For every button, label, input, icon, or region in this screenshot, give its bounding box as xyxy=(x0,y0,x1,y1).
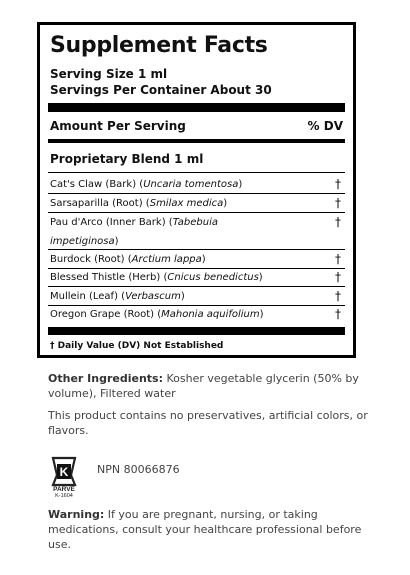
preservatives-note: This product contains no preservatives, artificial colors, or flavors. xyxy=(48,409,368,437)
serving-size: Serving Size 1 ml xyxy=(50,67,168,81)
ingredient-row xyxy=(50,268,345,287)
dagger-mark: † xyxy=(335,177,341,191)
dagger-mark: † xyxy=(335,215,341,229)
blend-label: Proprietary Blend 1 ml xyxy=(50,152,204,166)
footnote: † Daily Value (DV) Not Established xyxy=(50,341,224,351)
dagger-mark: † xyxy=(335,252,341,266)
ingredient-name: Pau d'Arco (Inner Bark) (Tabebuia impetiginosa) xyxy=(50,217,218,247)
ingredient-name: Burdock (Root) (Arctium lappa) xyxy=(50,254,206,265)
ingredient-name: Blessed Thistle (Herb) (Cnicus benedictus) xyxy=(50,272,263,283)
kosher-logo xyxy=(48,455,80,497)
dagger-mark: † xyxy=(335,270,341,284)
ingredient-name: Cat's Claw (Bark) (Uncaria tomentosa) xyxy=(50,179,243,190)
warning xyxy=(48,507,368,552)
panel-title: Supplement Facts xyxy=(50,33,268,58)
ingredient-row xyxy=(50,250,345,269)
other-ingredients-text: Kosher vegetable glycerin (50% by volume), Filtered water xyxy=(48,372,359,400)
ingredient-name: Mullein (Leaf) (Verbascum) xyxy=(50,291,185,302)
npn-number: NPN 80066876 xyxy=(97,463,180,476)
kosher-word: PARVE xyxy=(53,486,75,493)
other-ingredients xyxy=(48,371,368,401)
ingredient-row xyxy=(50,305,345,324)
divider xyxy=(48,172,345,173)
medium-divider xyxy=(48,139,345,143)
warning-text: If you are pregnant, nursing, or taking medications, consult your healthcare professional before use. xyxy=(48,508,362,551)
dagger-mark: † xyxy=(335,196,341,210)
dv-header: % DV xyxy=(307,119,343,133)
dagger-mark: † xyxy=(335,307,341,321)
warning-label: Warning: xyxy=(48,508,105,521)
supplement-facts-panel xyxy=(37,22,356,358)
thick-divider xyxy=(48,103,345,112)
dagger-mark: † xyxy=(335,289,341,303)
ingredient-row xyxy=(50,287,345,306)
amount-per-serving-label: Amount Per Serving xyxy=(50,119,186,133)
kosher-letter: K xyxy=(59,465,69,479)
ingredient-row xyxy=(50,213,345,251)
ingredient-name: Oregon Grape (Root) (Mahonia aquifolium) xyxy=(50,309,264,320)
ingredient-row xyxy=(50,175,345,194)
other-ingredients-label: Other Ingredients: xyxy=(48,372,163,385)
servings-per-container: Servings Per Container About 30 xyxy=(50,83,272,97)
kosher-code: K-1604 xyxy=(55,493,73,497)
ingredient-row xyxy=(50,194,345,213)
ingredient-name: Sarsaparilla (Root) (Smilax medica) xyxy=(50,198,228,209)
thick-divider xyxy=(48,327,345,335)
